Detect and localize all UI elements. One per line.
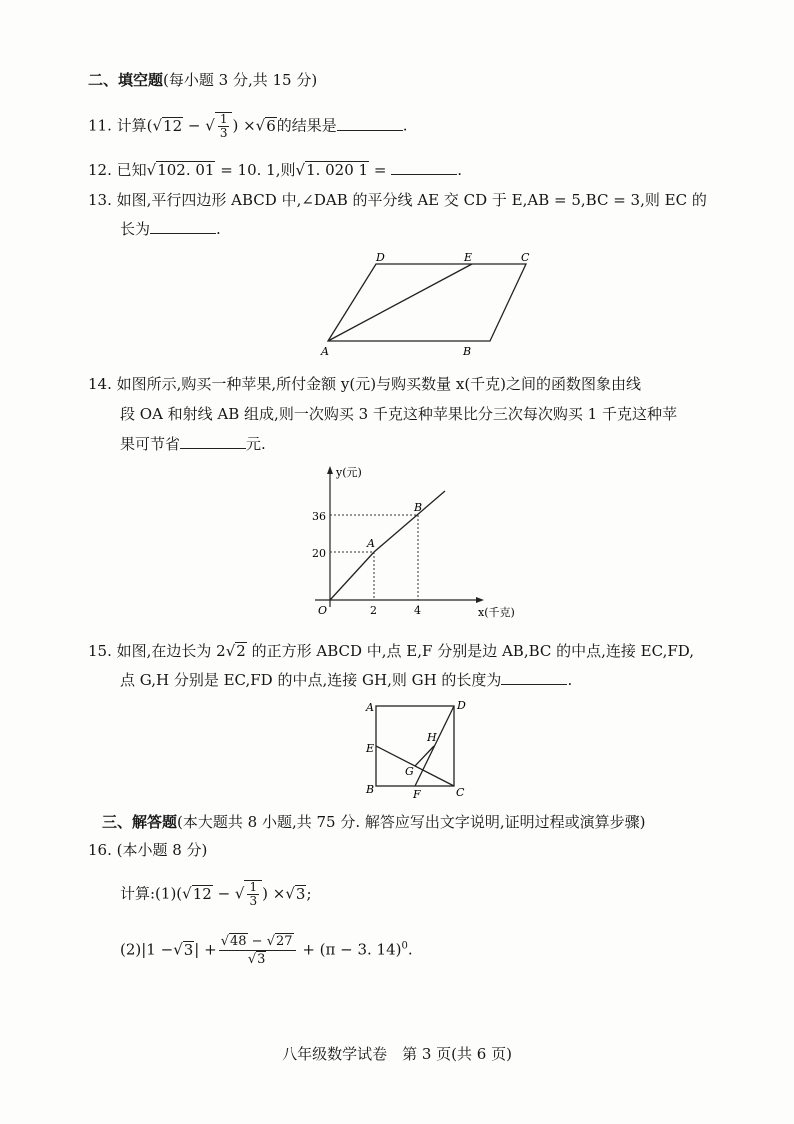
sq-label-c: C [456,786,465,799]
point-a-label: A [367,537,375,550]
origin-label: O [318,604,328,617]
segment-fd [415,706,454,786]
q12-mid: = 10. 1,则 [215,161,296,179]
q11-root-12: 12 [163,116,183,135]
page-footer: 八年级数学试卷 第 3 页(共 6 页) [282,1045,512,1063]
q12-lead: 12. 已知 [88,161,147,179]
label-d: D [376,251,385,264]
section3-heading [102,812,646,832]
q11-tail: 的结果是 [276,116,337,135]
label-b: B [463,345,472,358]
sq-label-h: H [427,731,437,744]
q16-part2: (2)|1 −√3| + $\frac{√48 - √27}{√3}$ + (π − 3. 14)$^0$. [120,934,413,967]
q15-side-root: 2 [236,642,246,660]
question-12: 12. 已知√102. 01 = 10. 1,则√1. 020 1 = . [88,161,462,179]
label-c: C [521,251,530,264]
q16-p1-fraction: $\frac{1}{3}$ [249,880,258,908]
q11-fraction: $\frac{1}{3}$ [219,112,228,140]
section2-title: 二、填空题 [88,71,164,89]
sq-label-a: A [366,701,374,714]
q12-root-1: 102. 01 [157,161,215,179]
section2-note: (每小题 3 分,共 15 分) [163,71,318,89]
q11-minus: − [183,116,206,135]
sq-label-b: B [366,783,375,796]
sq-label-g: G [405,765,414,778]
y-tick-20: 20 [312,547,326,560]
q16-p2-root-3: 3 [183,940,194,959]
y-tick-36: 36 [312,510,326,523]
x-tick-2: 2 [370,604,377,617]
section3-title: 三、解答题 [102,813,178,831]
label-e: E [464,251,473,264]
q16-p1-root-3: 3 [295,884,306,903]
q16-p2-exponent: 0 [401,940,408,952]
q16-title: 16. (本小题 8 分) [88,841,208,859]
q11-close: ) × [232,116,256,135]
sq-label-f: F [413,788,421,801]
q11-lead: 11. 计算( [88,116,153,135]
section3-note: (本大题共 8 小题,共 75 分. 解答应写出文字说明,证明过程或演算步骤) [177,813,646,831]
x-tick-4: 4 [414,604,421,617]
label-a: A [321,345,329,358]
question-15-line2: 点 G,H 分别是 EC,FD 的中点,连接 GH,则 GH 的长度为 . [120,671,573,689]
q14-line3: 果可节省 元. [120,435,266,453]
segment-gh [415,746,434,766]
q15-side-coef: 2 [216,642,226,660]
q16-p1-root-12: 12 [192,884,212,903]
q12-root-2: 1. 020 1 [306,161,369,179]
q13-line1: 13. 如图,平行四边形 ABCD 中,∠DAB 的平分线 AE 交 CD 于 E,AB = 5,BC = 3,则 EC 的 [88,191,707,209]
point-b-label: B [414,501,423,514]
q14-line2: 段 OA 和射线 AB 组成,则一次购买 3 千克这种苹果比分三次每次购买 1 千克这种苹 [120,405,677,423]
question-15-line1: 15. 如图,在边长为 2√2 的正方形 ABCD 中,点 E,F 分别是边 AB,BC 的中点,连接 EC,FD, [88,642,695,660]
q16-part1: 计算:(1)(√12 − √ $\frac{1}{3}$ ) ×√3; [120,880,312,908]
q11-root-6: 6 [266,116,276,135]
q14-line1: 14. 如图所示,购买一种苹果,所付金额 y(元)与购买数量 x(千克)之间的函数图象由线 [88,375,642,393]
question-11: 11. 计算(√12 − √ $\frac{1}{3}$ ) ×√6的结果是 . [88,112,408,140]
q13-line2: 长为 . [120,220,221,238]
sq-label-d: D [457,699,466,712]
q16-p2-fraction: $\frac{√48 - √27}{√3}$ [219,933,296,968]
square-abcd [376,706,454,786]
y-axis-label: y(元) [336,466,362,479]
x-axis-label: x(千克) [478,606,515,619]
sq-label-e: E [366,742,375,755]
